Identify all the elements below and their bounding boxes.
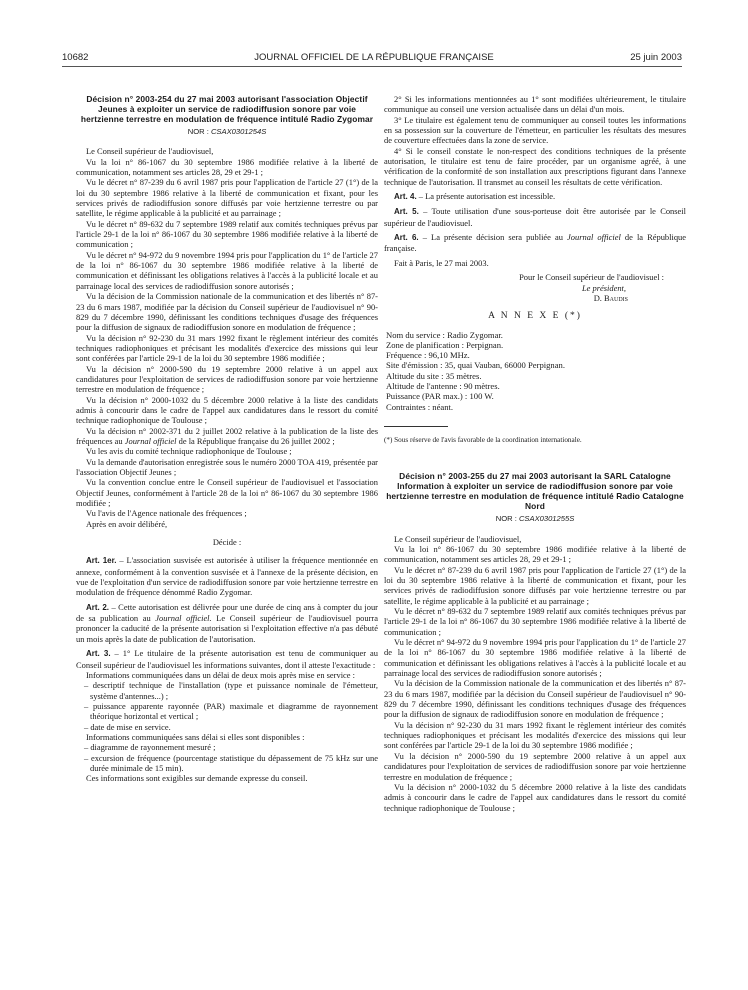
article-3-point-3: 3° Le titulaire est également tenu de communiquer au conseil toutes les informations en sa possession sur la couverture de l'émetteur, en particulier les résultats des mesures de couverture effectuées dans la zone de service. bbox=[384, 114, 686, 146]
decision-title: Décision n° 2003-255 du 27 mai 2003 autorisant la SARL Catalogne Information à exploiter un service de radiodiffusion sonore par voie hertzienne terrestre en modulation de fréquence intitulé Radio Catalogne Nord bbox=[386, 471, 684, 512]
footnote: (*) Sous réserve de l'avis favorable de la coordination internationale. bbox=[384, 435, 582, 444]
article-label: Art. 6. bbox=[394, 233, 419, 243]
visa-text: Vu la décision n° 2002-371 du 2 juillet 2002 relative à la publication de la liste des fréquences au bbox=[76, 425, 378, 446]
journal-officiel-ref: Journal officiel bbox=[124, 435, 177, 446]
intro-text: Le Conseil supérieur de l'audiovisuel, bbox=[394, 533, 522, 544]
journal-officiel-ref: Journal officiel. bbox=[155, 613, 212, 624]
visa-paragraph: Vu le décret n° 94-972 du 9 novembre 1994 pris pour l'application du 1° de l'article 27 de la loi n° 86-1067 du 30 septembre 1986 modifiée relative à la liberté de communication et définissant les obligations relatives à l'accès à la publicité locale et au parrainage local des services de radiodiffusion sonore autorisés ; bbox=[76, 249, 378, 291]
annex-title: A N N E X E (*) bbox=[488, 311, 582, 322]
info-heading: Informations communiquées dans un délai de deux mois après mise en service : bbox=[86, 669, 355, 680]
annex-line: Zone de planification : Perpignan. bbox=[386, 339, 504, 350]
nor-code: CSAX0301254S bbox=[210, 127, 267, 136]
visa-text: de la République française du 26 juillet 2002 ; bbox=[176, 435, 335, 446]
article-4 bbox=[384, 191, 686, 202]
annex-line: Fréquence : 96,10 MHz. bbox=[386, 350, 470, 361]
article-text: – La présente autorisation est incessible. bbox=[416, 191, 556, 202]
left-column bbox=[76, 94, 378, 784]
list-item: – diagramme de rayonnement mesuré ; bbox=[84, 742, 216, 753]
signature-authority: Pour le Conseil supérieur de l'audiovisuel : bbox=[519, 272, 664, 283]
annex-line: Site d'émission : 35, quai Vauban, 66000 Perpignan. bbox=[386, 360, 565, 371]
visa-paragraph: Vu la décision de la Commission nationale de la communication et des libertés n° 87-23 du 6 mars 1987, modifiée par la décision du Conseil supérieur de l'audiovisuel n° 90-829 du 7 décembre 1990, définissant les conditions techniques d'usage des fréquences pour la diffusion de signaux de radiodiffusion sonore en modulation de fréquence ; bbox=[76, 291, 378, 333]
nor-label: NOR : bbox=[187, 127, 209, 136]
signature-role: Le président, bbox=[581, 282, 626, 293]
nor-reference bbox=[384, 514, 686, 524]
annex-line: Altitude du site : 35 mètres. bbox=[386, 370, 482, 381]
article-text: – Toute utilisation d'une sous-porteuse doit être autorisée par le Conseil supérieur de l'audiovisuel. bbox=[384, 206, 686, 228]
visa-paragraph: Vu le décret n° 89-632 du 7 septembre 1989 relatif aux comités techniques prévus par l'article 29-1 de la loi n° 86-1067 du 30 septembre 1986 modifiée relative à la liberté de communication ; bbox=[76, 218, 378, 250]
decide-heading: Décide : bbox=[212, 537, 242, 548]
nor-label: NOR : bbox=[495, 514, 517, 524]
visa-paragraph: Vu le décret n° 94-972 du 9 novembre 1994 pris pour l'application du 1° de l'article 27 de la loi n° 86-1067 du 30 septembre 1986 modifiée relative à la liberté de communication et définissant les obligations relatives à l'accès à la publicité locale et au parrainage local des services de radiodiffusion sonore autorisés ; bbox=[384, 637, 686, 679]
info-note: Ces informations sont exigibles sur demande expresse du conseil. bbox=[86, 773, 308, 784]
list-item: – descriptif technique de l'installation (type et puissance nominale de l'émetteur, système d'antennes...) ; bbox=[84, 680, 378, 701]
annex-line: Nom du service : Radio Zygomar. bbox=[386, 329, 503, 340]
article-6 bbox=[384, 232, 686, 254]
nor-code: CSAX0301255S bbox=[518, 514, 575, 524]
decision-title: Décision n° 2003-254 du 27 mai 2003 autorisant l'association Objectif Jeunes à exploiter un service de radiodiffusion sonore par voie hertzienne terrestre en modulation de fréquence intitulé Radio Zygomar bbox=[80, 94, 374, 124]
article-5 bbox=[384, 206, 686, 228]
article-label: Art. 5. bbox=[394, 207, 419, 217]
page-number: 10682 bbox=[62, 52, 89, 63]
annex-line: Puissance (PAR max.) : 100 W. bbox=[386, 391, 494, 402]
article-3-point-4: 4° Si le conseil constate le non-respect des conditions techniques de la présente autorisation, le titulaire est tenu de faire procéder, par un organisme agréé, à une vérification de la conformité de son installation aux prescriptions figurant dans l'annexe technique de l'autorisation. Il transmet au conseil les résultats de cette vérification. bbox=[384, 145, 686, 187]
article-label: Art. 1er. bbox=[86, 556, 117, 566]
visa-paragraph: Après en avoir délibéré, bbox=[86, 518, 168, 529]
article-3 bbox=[76, 648, 378, 670]
visa-paragraph: Vu la loi n° 86-1067 du 30 septembre 1986 modifiée relative à la liberté de communication, notamment ses articles 28, 29 et 29-1 ; bbox=[76, 156, 378, 178]
journal-officiel-ref: Journal officiel bbox=[567, 232, 621, 243]
visa-paragraph: Vu la décision n° 2000-590 du 19 septembre 2000 relative à un appel aux candidatures pour l'exploitation de services de radiodiffusion sonore par voie hertzienne terrestre en modulation de fréquence ; bbox=[76, 363, 378, 395]
visa-paragraph: Vu les avis du comité technique radiophonique de Toulouse ; bbox=[86, 446, 292, 457]
visa-paragraph: Vu la loi n° 86-1067 du 30 septembre 1986 modifiée relative à la liberté de communication, notamment ses articles 28, 29 et 29-1 ; bbox=[384, 543, 686, 565]
visa-paragraph: Vu la décision n° 2000-1032 du 5 décembre 2000 relative à la liste des candidats admis à concourir dans le cadre de l'appel aux candidatures dans le ressort du comité technique radiophonique de Toulouse ; bbox=[76, 394, 378, 426]
list-item: – puissance apparente rayonnée (PAR) maximale et diagramme de rayonnement théorique horizontal et vertical ; bbox=[84, 700, 378, 722]
visa-paragraph: Vu la décision de la Commission nationale de la communication et des libertés n° 87-23 du 6 mars 1987, modifiée par la décision du Conseil supérieur de l'audiovisuel n° 90-829 du 7 décembre 1990, définissant les conditions techniques d'usage des fréquences pour la diffusion de signaux de radiodiffusion sonore en modulation de fréquence ; bbox=[384, 678, 686, 720]
footnote-rule bbox=[384, 426, 448, 427]
done-at: Fait à Paris, le 27 mai 2003. bbox=[394, 257, 489, 268]
visa-paragraph: Vu la décision n° 2000-1032 du 5 décembre 2000 relative à la liste des candidats admis à concourir dans le cadre de l'appel aux candidatures dans le ressort du comité technique radiophonique de Toulouse ; bbox=[384, 781, 686, 813]
visa-paragraph bbox=[76, 426, 378, 447]
issue-date: 25 juin 2003 bbox=[630, 52, 682, 63]
intro-text: Le Conseil supérieur de l'audiovisuel, bbox=[86, 146, 214, 157]
article-3-point-2: 2° Si les informations mentionnées au 1° sont modifiées ultérieurement, le titulaire communique au conseil une version actualisée dans un délai d'un mois. bbox=[384, 94, 686, 115]
visa-paragraph: Vu la décision n° 2000-590 du 19 septembre 2000 relative à un appel aux candidatures pour l'exploitation de services de radiodiffusion sonore par voie hertzienne terrestre en modulation de fréquence ; bbox=[384, 750, 686, 782]
visa-paragraph: Vu la décision n° 92-230 du 31 mars 1992 fixant le règlement intérieur des comités techniques radiophoniques et précisant les modalités d'exercice des missions qui leur sont conférées par l'article 29-1 de la loi du 30 septembre 1986 modifiée ; bbox=[76, 332, 378, 364]
article-1 bbox=[76, 555, 378, 597]
right-column bbox=[384, 94, 686, 813]
info-heading: Informations communiquées sans délai si elles sont disponibles : bbox=[86, 731, 305, 742]
visa-paragraph: Vu le décret n° 87-239 du 6 avril 1987 pris pour l'application de l'article 27 (1°) de la loi du 30 septembre 1986 relative à la liberté de communication et fixant, pour les services privés de radiodiffusion sonore diffusés par voie hertzienne terrestre ou par satellite, le régime applicable à la publicité et au parrainage ; bbox=[76, 177, 378, 219]
article-label: Art. 4. bbox=[394, 192, 417, 202]
journal-title: JOURNAL OFFICIEL DE LA RÉPUBLIQUE FRANÇAISE bbox=[254, 52, 494, 63]
article-label: Art. 3. bbox=[86, 649, 111, 659]
article-label: Art. 2. bbox=[86, 602, 110, 612]
list-item: – excursion de fréquence (pourcentage statistique du dépassement de 75 kHz sur une durée minimale de 15 min). bbox=[84, 752, 378, 773]
article-text: – 1° Le titulaire de la présente autorisation est tenu de communiquer au Conseil supérieur de l'audiovisuel les informations suivantes, dont il atteste l'exactitude : bbox=[76, 648, 379, 670]
header-rule bbox=[62, 66, 682, 67]
visa-paragraph: Vu la convention conclue entre le Conseil supérieur de l'audiovisuel et l'association Objectif Jeunes, conformément à l'article 28 de la loi n° 86-1067 du 30 septembre 1986 modifiée ; bbox=[76, 477, 378, 509]
article-text: – La présente décision sera publiée au bbox=[418, 232, 568, 243]
article-2 bbox=[76, 602, 378, 644]
annex-line: Altitude de l'antenne : 90 mètres. bbox=[386, 381, 500, 392]
visa-paragraph: Vu la demande d'autorisation enregistrée sous le numéro 2000 TOA 419, présentée par l'association Objectif Jeunes ; bbox=[76, 456, 378, 477]
nor-reference bbox=[76, 127, 378, 137]
visa-paragraph: Vu le décret n° 89-632 du 7 septembre 1989 relatif aux comités techniques prévus par l'article 29-1 de la loi n° 86-1067 du 30 septembre 1986 modifiée relative à la liberté de communication ; bbox=[384, 606, 686, 637]
article-text: – L'association susvisée est autorisée à utiliser la fréquence mentionnée en annexe, conformément à la convention susvisée et à l'annexe de la présente décision, en vue de l'exploitation d'un service de radiodiffusion sonore par voie hertzienne terrestre en modulation de fréquence dénommé Radio Zygomar. bbox=[76, 555, 378, 598]
visa-paragraph: Vu la décision n° 92-230 du 31 mars 1992 fixant le règlement intérieur des comités techniques radiophoniques et précisant les modalités d'exercice des missions qui leur sont conférées par l'article 29-1 de la loi du 30 septembre 1986 modifiée ; bbox=[384, 719, 686, 751]
article-text: Le Conseil supérieur de l'audiovisuel pourra prononcer la caducité de la présente autorisation si l'exploitation effective n'a pas débuté un mois après la date de publication de l'autorisation. bbox=[76, 613, 378, 644]
annex-line: Contraintes : néant. bbox=[386, 401, 454, 412]
signature-name: D. Baudis bbox=[593, 292, 628, 303]
article-text: de la République française. bbox=[384, 232, 687, 254]
visa-paragraph: Vu l'avis de l'Agence nationale des fréquences ; bbox=[86, 508, 247, 519]
visa-paragraph: Vu le décret n° 87-239 du 6 avril 1987 pris pour l'application de l'article 27 (1°) de la loi du 30 septembre 1986 relative à la liberté de communication et fixant, pour les services privés de radiodiffusion sonore diffusés par voie hertzienne terrestre ou par satellite, le régime applicable à la publicité et au parrainage ; bbox=[384, 564, 686, 606]
article-text: – Cette autorisation est délivrée pour une durée de cinq ans à compter du jour de sa publication au bbox=[76, 601, 378, 624]
list-item: – date de mise en service. bbox=[84, 721, 171, 732]
